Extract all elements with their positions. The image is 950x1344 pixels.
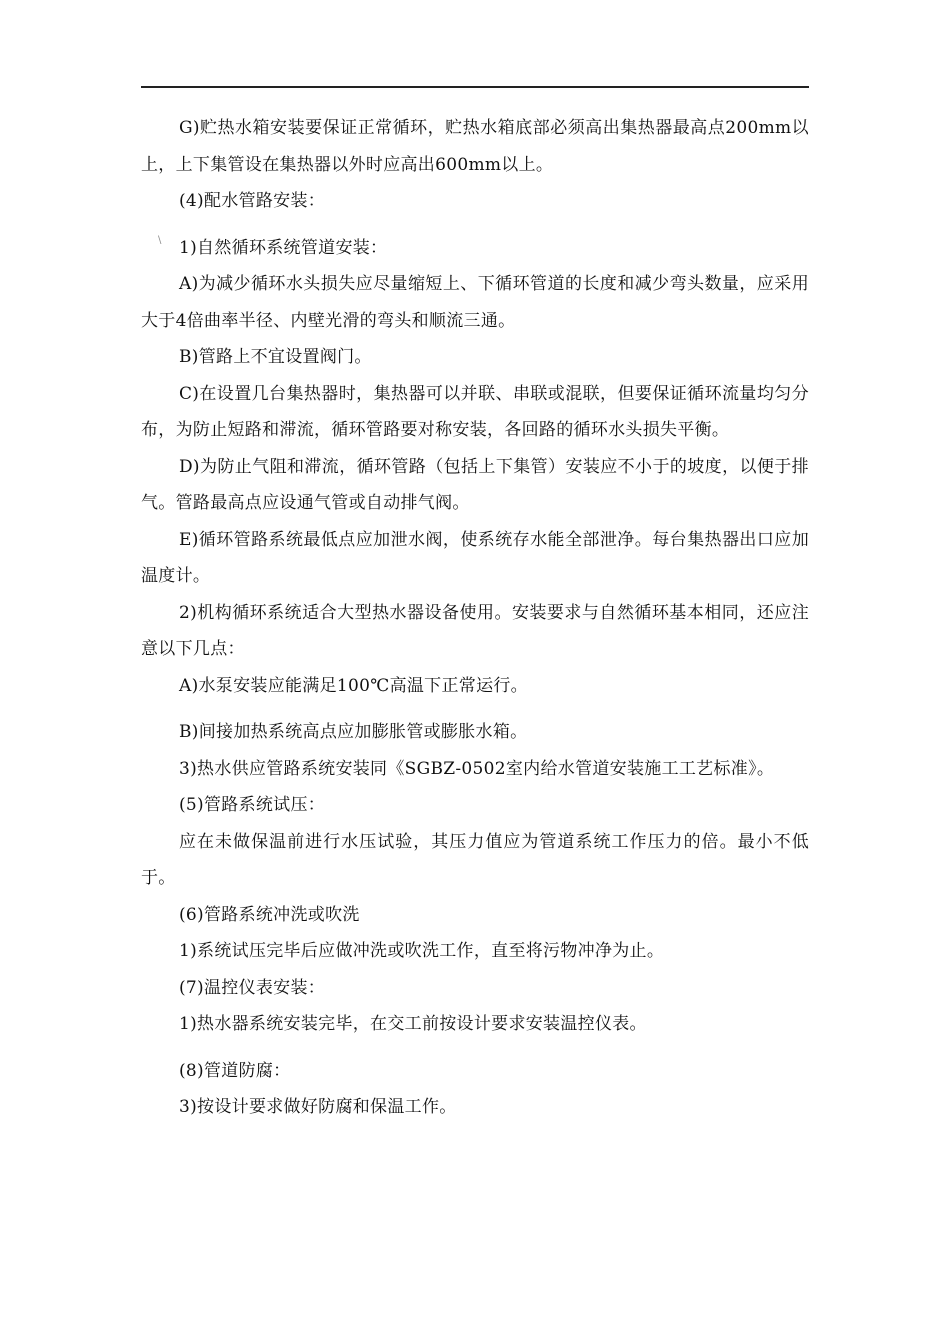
paragraph: G)贮热水箱安装要保证正常循环，贮热水箱底部必须高出集热器最高点200mm以上，上下集管设在集热器以外时应高出600mm以上。 — [141, 118, 809, 175]
paragraph: B)管路上不宜设置阀门。 — [179, 347, 372, 367]
paragraph: A)水泵安装应能满足100℃高温下正常运行。 — [179, 675, 528, 696]
section-heading: (7)温控仪表安装： — [179, 977, 326, 998]
paragraph: B)间接加热系统高点应加膨胀管或膨胀水箱。 — [179, 722, 528, 742]
paragraph: 3)热水供应管路系统安装同《SGBZ-0502室内给水管道安装施工工艺标准》。 — [179, 758, 775, 779]
paragraph: 2)机构循环系统适合大型热水器设备使用。安装要求与自然循环基本相同，还应注意以下几点： — [141, 602, 809, 659]
paragraph: 1)系统试压完毕后应做冲洗或吹洗工作，直至将污物冲净为止。 — [179, 941, 665, 961]
header-rule — [141, 86, 809, 88]
paragraph: 3)按设计要求做好防腐和保温工作。 — [179, 1097, 457, 1117]
document-body — [141, 110, 809, 1126]
section-heading: (5)管路系统试压： — [179, 795, 326, 815]
stray-mark: \ — [158, 235, 162, 246]
paragraph: A)为减少循环水头损失应尽量缩短上、下循环管道的长度和减少弯头数量，应采用大于4倍曲率半径、内壁光滑的弯头和顺流三通。 — [141, 274, 809, 331]
paragraph: 1)热水器系统安装完毕，在交工前按设计要求安装温控仪表。 — [179, 1014, 647, 1034]
section-heading: (6)管路系统冲洗或吹洗 — [179, 904, 360, 925]
section-heading: (8)管道防腐： — [179, 1060, 291, 1081]
paragraph: 应在未做保温前进行水压试验，其压力值应为管道系统工作压力的倍。最小不低于。 — [141, 831, 809, 888]
subsection-heading: 1)自然循环系统管道安装： — [179, 237, 388, 258]
paragraph: C)在设置几台集热器时，集热器可以并联、串联或混联，但要保证循环流量均匀分布，为防止短路和滞流，循环管路要对称安装，各回路的循环水头损失平衡。 — [141, 383, 809, 440]
paragraph: E)循环管路系统最低点应加泄水阀，使系统存水能全部泄净。每台集热器出口应加温度计。 — [141, 529, 809, 586]
section-heading: (4)配水管路安装： — [179, 191, 326, 211]
paragraph: D)为防止气阻和滞流，循环管路（包括上下集管）安装应不小于的坡度，以便于排气。管路最高点应设通气管或自动排气阀。 — [141, 456, 809, 513]
